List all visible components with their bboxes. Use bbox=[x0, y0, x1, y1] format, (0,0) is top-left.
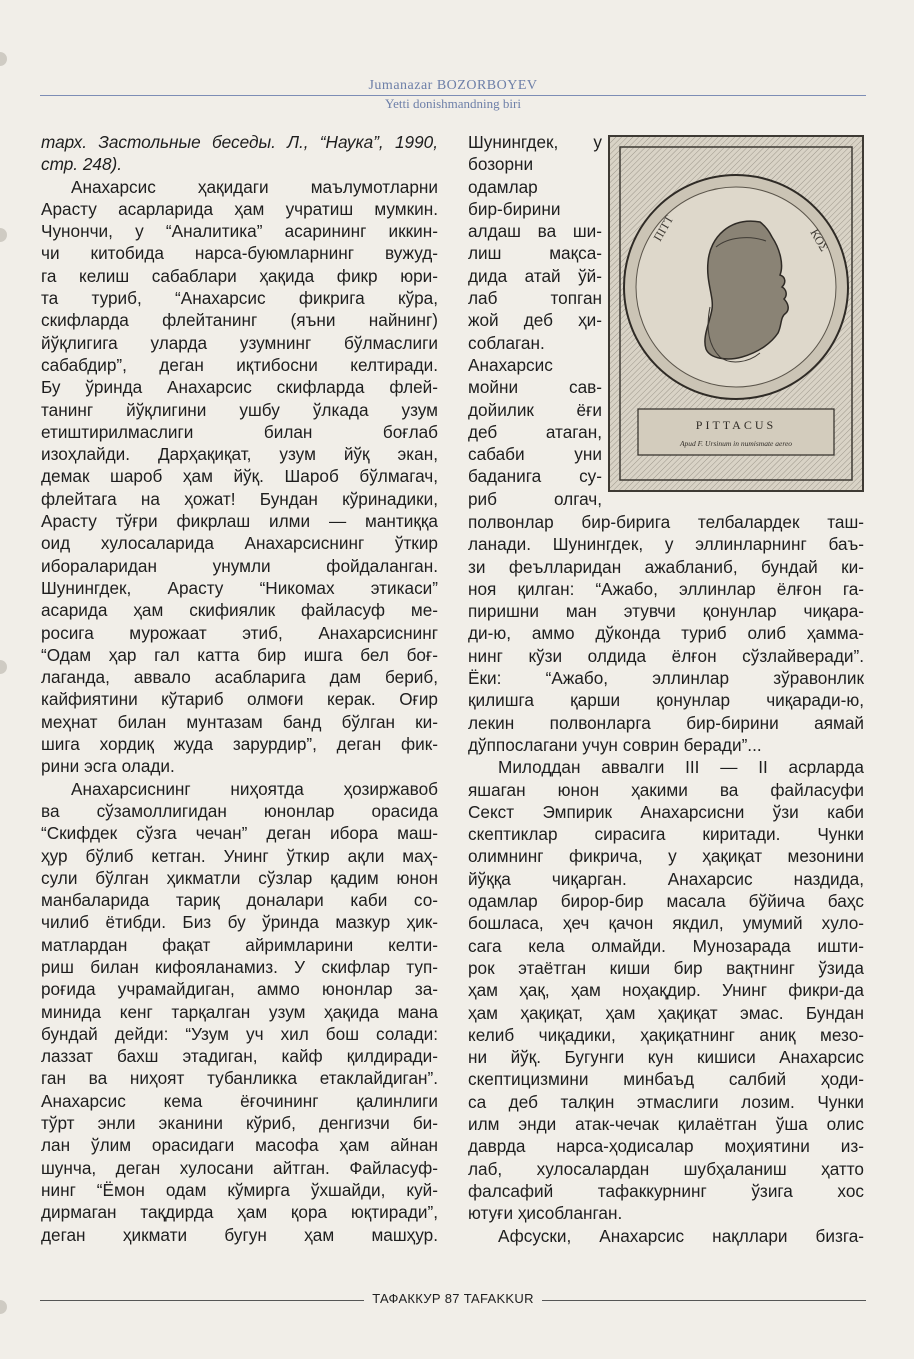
text-line: “Одам ҳар гал катта бир ишга бел боғ- bbox=[41, 644, 438, 665]
text-line: танинг йўқлигини ушбу ўлкада узум bbox=[41, 399, 438, 420]
text-line: даврда нарса-ҳодисалар моҳиятини из- bbox=[468, 1136, 864, 1157]
punch-hole bbox=[0, 1300, 7, 1314]
text-line: ибораларидан унумли фойдаланган. bbox=[41, 555, 438, 576]
text-line: яшаган юнон ҳакими ва файласуфи bbox=[468, 779, 864, 800]
medallion-legend-right: ΚΟΣ bbox=[807, 226, 832, 254]
text-line: Милоддан аввалги III — II асрларда bbox=[498, 757, 864, 778]
text-line: демак шароб ҳам йўқ. Шароб бўлмагач, bbox=[41, 466, 438, 487]
text-line: деган ҳикмати бугун ҳам машҳур. bbox=[41, 1224, 438, 1245]
text-line: сабабдир”, деган иқтибосни келтиради. bbox=[41, 354, 438, 375]
portrait-caption: PITTACUS bbox=[695, 418, 777, 432]
text-line: йўқлигига уларда узумнинг бўлмаслиги bbox=[41, 332, 438, 353]
text-line: лаб топган bbox=[468, 288, 602, 309]
left-column bbox=[41, 131, 438, 1246]
text-line: флейтага на ҳожат! Бундан кўринадики, bbox=[41, 488, 438, 509]
portrait-engraving bbox=[610, 137, 862, 490]
text-line: асарида ҳам скифиялик файласуф ме- bbox=[41, 600, 438, 621]
text-line: сабаби уни bbox=[468, 444, 602, 465]
text-line: оид хулосаларида Анахарсиснинг ўткир bbox=[41, 533, 438, 554]
text-line: ган ва ниҳоят тубанликка етаклайдиган”. bbox=[41, 1068, 438, 1089]
text-line: рок этаётган киши бир вақтнинг ўзида bbox=[468, 957, 864, 978]
medallion-legend-left: ΠΙΤΤ bbox=[650, 212, 677, 244]
text-line: мойни сав- bbox=[468, 377, 602, 398]
text-line: Анахарсиснинг ниҳоятда ҳозиржавоб bbox=[71, 778, 438, 799]
text-line: сули бўлган ҳикматли сўзлар қадим юнон bbox=[41, 867, 438, 888]
text-line: скифларда флейтанинг (яъни найнинг) bbox=[41, 310, 438, 331]
text-line: лекин полвонларга бир-бирини аямай bbox=[468, 712, 864, 733]
text-line: ни йўқ. Бугунги кун кишиси Анахарсис bbox=[468, 1047, 864, 1068]
portrait-subcaption: Apud F. Ursinum in numismate aereo bbox=[679, 439, 793, 448]
text-line: ютуғи ҳисобланган. bbox=[468, 1203, 623, 1224]
text-line: риш билан кифояланамиз. У скифлар туп- bbox=[41, 956, 438, 977]
text-line: чилиб ётибди. Биз бу ўринда мазкур ҳик- bbox=[41, 912, 438, 933]
text-line: келиб чиқадики, ҳақиқатнинг аниқ мезо- bbox=[468, 1024, 864, 1045]
text-line: лан ўлим орасидаги масофа ҳам айнан bbox=[41, 1135, 438, 1156]
text-line: “Скифдек сўзга чечан” деган ибора маш- bbox=[41, 823, 438, 844]
text-line: шига хордиқ жуда зарурдир”, деган фик- bbox=[41, 734, 438, 755]
text-line: ҳам ҳақиқат, ҳам ҳақиқат эмас. Бундан bbox=[468, 1002, 864, 1023]
text-line: кайфиятини кўтариб олмоғи керак. Оғир bbox=[41, 689, 438, 710]
text-line: соблаган. bbox=[468, 332, 545, 353]
right-column-bottom bbox=[468, 511, 864, 1247]
text-line: зи феълларидан ажабланиб, бундай ки- bbox=[468, 556, 864, 577]
text-line: деб атаган, bbox=[468, 421, 602, 442]
text-line: бозорни bbox=[468, 154, 534, 175]
text-line: Анахарсис кема ёғочининг қалинлиги bbox=[41, 1090, 438, 1111]
header-author: Jumanazar BOZORBOYEV bbox=[368, 78, 538, 93]
text-line: жой деб ҳи- bbox=[468, 310, 602, 331]
text-line: тўрт энли эканини кўриб, денгизчи би- bbox=[41, 1113, 438, 1134]
text-line: бошласа, ҳеч қачон якдил, умумий хуло- bbox=[468, 913, 864, 934]
text-line: матлардан фақат айримларини келти- bbox=[41, 934, 438, 955]
text-line: га келиш сабаблари ҳақида фикр юри- bbox=[41, 265, 438, 286]
pittacus-portrait-image bbox=[608, 135, 864, 492]
text-line: Арасту асарларида ҳам учратиш мумкин. bbox=[41, 198, 438, 219]
text-line: ланади. Шунингдек, у эллинларнинг баъ- bbox=[468, 534, 864, 555]
text-line: Чунончи, у “Аналитика” асарининг иккин- bbox=[41, 221, 438, 242]
punch-hole bbox=[0, 52, 7, 66]
text-line: манбаларида тариқ доналари каби со- bbox=[41, 890, 438, 911]
right-column-top bbox=[468, 131, 602, 510]
text-line: фалсафий тафаккурнинг ўзига хос bbox=[468, 1180, 864, 1201]
header-rule bbox=[40, 95, 866, 96]
text-line: дойилик ёғи bbox=[468, 399, 602, 420]
text-line: Шунингдек, у bbox=[468, 132, 602, 152]
text-line: алдаш ва ши- bbox=[468, 221, 602, 242]
text-line: лаганда, аввало асабларига дам бериб, bbox=[41, 667, 438, 688]
text-line: дида атай ўй- bbox=[468, 265, 602, 286]
text-line: ҳам ҳақ, ҳам ноҳақдир. Унинг фикри-да bbox=[468, 980, 864, 1001]
text-line: ва сўзамоллигидан юнонлар орасида bbox=[41, 800, 438, 821]
text-line: Бу ўринда Анахарсис скифларда флей- bbox=[41, 377, 438, 398]
text-line: Ёки: “Ажабо, эллинлар зўравонлик bbox=[468, 668, 864, 689]
text-line: ди-ю, аммо дўконда туриб олиб ҳамма- bbox=[468, 623, 864, 644]
text-line: минида кенг тарқалган узум ҳақида мана bbox=[41, 1001, 438, 1022]
text-line: сага кела олмайди. Мунозарада ишти- bbox=[468, 935, 864, 956]
text-line: меҳнат билан мунтазам банд бўлган ки- bbox=[41, 711, 438, 732]
text-line: риб олгач, bbox=[468, 488, 602, 509]
text-line: Секст Эмпирик Анахарсисни ўзи каби bbox=[468, 801, 864, 822]
text-line: дўппослагани учун соврин беради”... bbox=[468, 734, 762, 755]
text-line: бир-бирини bbox=[468, 198, 561, 219]
text-line: нинг кўзи олдида ёлғон сўзлайверади”. bbox=[468, 645, 864, 666]
text-line: Арасту тўғри фикрлаш илми — мантиққа bbox=[41, 511, 438, 532]
text-line: чи китобида нарса-буюмларнинг вужуд- bbox=[41, 243, 438, 264]
text-line: илм энди атак-чечак қилаётган ўша олис bbox=[468, 1114, 864, 1135]
text-line: са деб талқин этмаслиги лозим. Чунки bbox=[468, 1091, 864, 1112]
text-line: нинг “Ёмон одам кўмирга ўхшайди, куй- bbox=[41, 1179, 438, 1200]
punch-hole bbox=[0, 660, 7, 674]
text-line: қилишга қарши қонунлар чиқаради-ю, bbox=[468, 690, 864, 711]
page-footer bbox=[40, 1290, 866, 1308]
text-line: полвонлар бир-бирига телбалардек таш- bbox=[468, 512, 864, 532]
text-line: бундай дейди: “Узум уч хил бош солади: bbox=[41, 1023, 438, 1044]
text-line: стр. 248). bbox=[41, 154, 123, 175]
text-line: Шунингдек, Арасту “Никомах этикаси” bbox=[41, 577, 438, 598]
text-line: лиш мақса- bbox=[468, 243, 602, 264]
punch-hole bbox=[0, 228, 7, 242]
text-line: Анахарсис ҳақидаги маълумотларни bbox=[71, 176, 438, 197]
text-line: пиришни ман этувчи қонунлар чиқара- bbox=[468, 601, 864, 622]
text-line: одамлар bbox=[468, 176, 538, 197]
text-line: дирмаган тақдирда ҳам қора юқтиради”, bbox=[41, 1202, 438, 1223]
text-line: етиштирилмаслиги билан боғлаб bbox=[41, 421, 438, 442]
footer-page-label: ТАФАККУР 87 TAFAKKUR bbox=[364, 1291, 542, 1306]
text-line: лаб, хулосалардан шубҳаланиш ҳатто bbox=[468, 1158, 864, 1179]
text-line: шунча, деган хулосани айтган. Файласуф- bbox=[41, 1157, 438, 1178]
text-line: ҳур бўлиб кетган. Унинг ўткир ақли маҳ- bbox=[41, 845, 438, 866]
text-line: роғида учрамайдиган, аммо юнонлар за- bbox=[41, 979, 438, 1000]
text-line: та туриб, “Анахарсис фикрига кўра, bbox=[41, 288, 438, 309]
text-line: скептицизмини минбаъд салбий ҳоди- bbox=[468, 1069, 864, 1090]
text-line: Анахарсис bbox=[468, 354, 553, 375]
text-line: лаззат бахш этадиган, кайф қилдиради- bbox=[41, 1046, 438, 1067]
text-line: изоҳлайди. Дарҳақиқат, узум йўқ экан, bbox=[41, 444, 438, 465]
text-line: скептиклар сирасига киритади. Чунки bbox=[468, 824, 864, 845]
header-title: Yetti donishmandning biri bbox=[385, 96, 521, 111]
text-line: йўққа чиқарган. Анахарсис наздида, bbox=[468, 868, 864, 889]
text-line: тарх. Застольные беседы. Л., “Наука”, 1990, bbox=[41, 132, 438, 152]
text-line: олимнинг фикрича, у ҳақиқат мезонини bbox=[468, 846, 864, 867]
text-line: ноя қилган: “Ажабо, эллинлар ёлғон га- bbox=[468, 578, 864, 599]
text-line: росига мурожаат этиб, Анахарсиснинг bbox=[41, 622, 438, 643]
text-line: одамлар бирор-бир масала бўйича баҳс bbox=[468, 891, 864, 912]
text-line: рини эсга олади. bbox=[41, 756, 175, 777]
text-line: Афсуски, Анахарсис нақллари бизга- bbox=[498, 1225, 864, 1246]
footer-label-wrap bbox=[40, 1290, 866, 1308]
text-line: баданига су- bbox=[468, 466, 602, 487]
